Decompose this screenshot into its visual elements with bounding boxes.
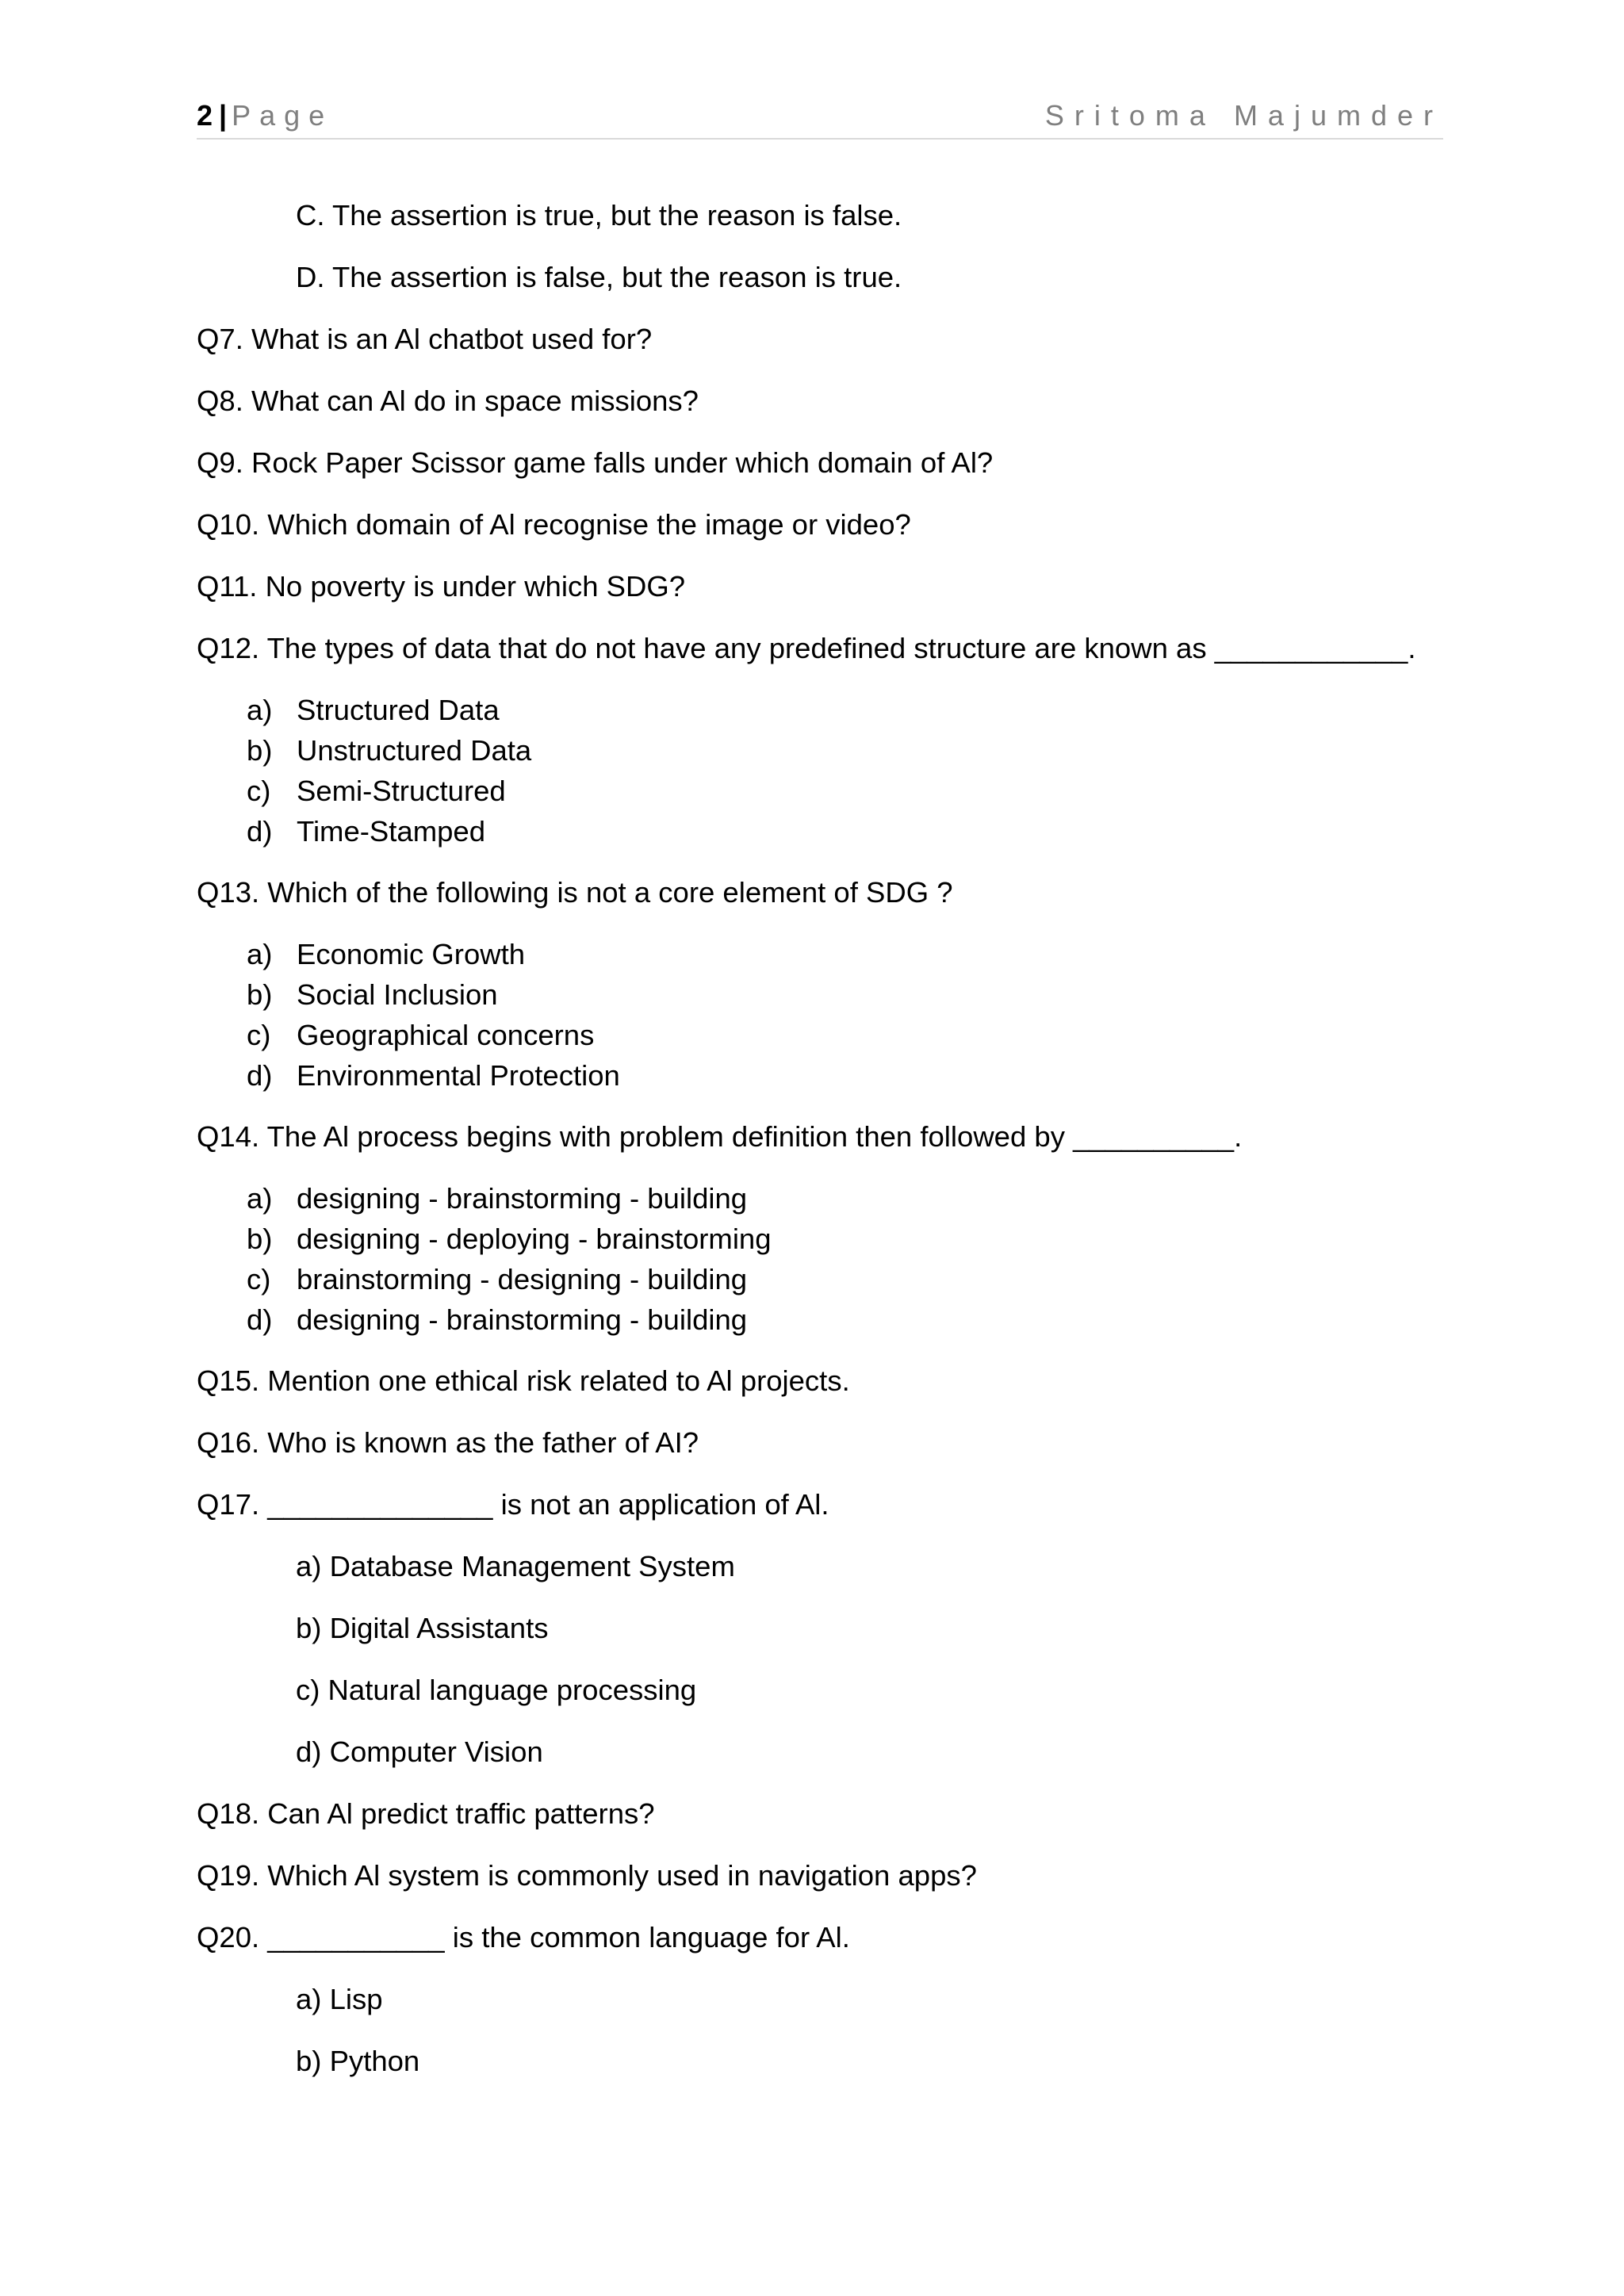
question-11: Q11. No poverty is under which SDG? [197,570,686,603]
question-19: Q19. Which Al system is commonly used in navigation apps? [197,1859,977,1892]
question-10: Q10. Which domain of Al recognise the image or video? [197,508,911,541]
option-label: d) [247,815,273,848]
option-text: Structured Data [297,694,500,726]
option-text: Semi-Structured [297,775,506,807]
option-label: c) [247,1263,271,1295]
question-16: Q16. Who is known as the father of AI? [197,1426,699,1459]
question-14: Q14. The Al process begins with problem definition then followed by __________. [197,1120,1243,1153]
option-text: d) Computer Vision [296,1735,543,1768]
question-7: Q7. What is an Al chatbot used for? [197,323,653,355]
option-text: Time-Stamped [297,815,485,848]
list-item [247,1302,960,1338]
page-number-separator: | [219,99,228,132]
option-label: a) [247,1182,273,1215]
question-13: Q13. Which of the following is not a core element of SDG ? [197,876,953,909]
question-9: Q9. Rock Paper Scissor game falls under which domain of Al? [197,446,994,479]
list-item [247,1058,960,1094]
list-item [247,733,960,769]
author-name: Sritoma Majumder [1044,99,1443,132]
option-text: C. The assertion is true, but the reason is false. [296,199,902,232]
option-label: b) [247,978,273,1011]
option-label: d) [247,1059,273,1092]
option-text: Economic Growth [297,938,526,970]
page-word: Page [232,99,334,132]
option-text: c) Natural language processing [296,1674,697,1706]
list-item [247,692,960,729]
list-item [247,1261,960,1298]
option-text: b) Python [296,2045,420,2077]
option-text: Geographical concerns [297,1019,595,1051]
option-text: Unstructured Data [297,734,532,767]
option-text: b) Digital Assistants [296,1612,549,1644]
option-text: designing - brainstorming - building [297,1303,748,1336]
list-item [247,773,960,809]
question-12: Q12. The types of data that do not have any predefined structure are known as ____________. [197,632,1416,664]
option-label: a) [247,694,273,726]
list-item [247,1221,960,1257]
option-text: designing - deploying - brainstorming [297,1223,772,1255]
page-number [197,95,333,136]
option-label: b) [247,1223,273,1255]
option-text: brainstorming - designing - building [297,1263,748,1295]
option-label: a) [247,938,273,970]
question-15: Q15. Mention one ethical risk related to Al projects. [197,1364,850,1397]
option-text: a) Lisp [296,1983,383,2015]
question-8: Q8. What can Al do in space missions? [197,385,699,417]
list-item [247,1017,960,1054]
list-item [247,1181,960,1217]
page-header [197,95,1443,140]
option-text: a) Database Management System [296,1550,735,1582]
question-18: Q18. Can Al predict traffic patterns? [197,1797,655,1830]
option-label: c) [247,775,271,807]
list-item [247,813,960,850]
option-text: designing - brainstorming - building [297,1182,748,1215]
option-text: Environmental Protection [297,1059,620,1092]
option-text: D. The assertion is false, but the reason is true. [296,261,902,293]
list-item [247,977,960,1013]
list-item [247,936,960,973]
question-20: Q20. ___________ is the common language for Al. [197,1921,850,1954]
question-17: Q17. ______________ is not an application of Al. [197,1488,829,1521]
option-text: Social Inclusion [297,978,498,1011]
option-label: c) [247,1019,271,1051]
page-number-value: 2 [197,99,213,132]
option-label: b) [247,734,273,767]
option-label: d) [247,1303,273,1336]
